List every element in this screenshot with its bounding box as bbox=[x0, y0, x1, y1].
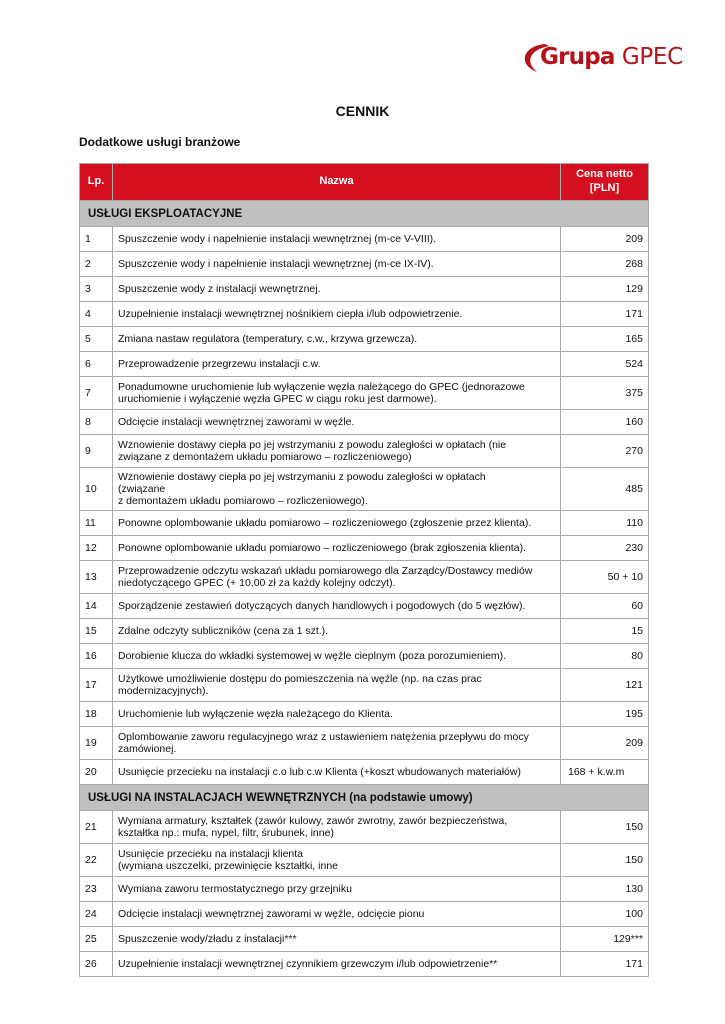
net-price: 160 bbox=[561, 410, 649, 435]
service-name: Oplombowanie zaworu regulacyjnego wraz z ustawieniem natężenia przepływu do mocy zamówionej. bbox=[113, 727, 561, 760]
table-row bbox=[80, 277, 649, 302]
table-row bbox=[80, 844, 649, 877]
service-name: Przeprowadzenie przegrzewu instalacji c.w. bbox=[113, 352, 561, 377]
row-number: 6 bbox=[80, 352, 113, 377]
service-name: Ponowne oplombowanie układu pomiarowo – rozliczeniowego (brak zgłoszenia klienta). bbox=[113, 536, 561, 561]
service-name: Wymiana zaworu termostatycznego przy grzejniku bbox=[113, 877, 561, 902]
table-row bbox=[80, 327, 649, 352]
service-name: Uzupełnienie instalacji wewnętrznej nośnikiem ciepła i/lub odpowietrzenie. bbox=[113, 302, 561, 327]
table-row bbox=[80, 594, 649, 619]
table-row bbox=[80, 435, 649, 468]
row-number: 14 bbox=[80, 594, 113, 619]
logo-text-light: GPEC bbox=[621, 44, 683, 70]
row-number: 21 bbox=[80, 811, 113, 844]
row-number: 19 bbox=[80, 727, 113, 760]
table-row bbox=[80, 302, 649, 327]
net-price: 171 bbox=[561, 952, 649, 977]
row-number: 5 bbox=[80, 327, 113, 352]
row-number: 8 bbox=[80, 410, 113, 435]
row-number: 25 bbox=[80, 927, 113, 952]
service-name: Wznowienie dostawy ciepła po jej wstrzymaniu z powodu zaległości w opłatach (związane z demontażem układu pomiarowo – rozliczeniowego). bbox=[113, 468, 561, 511]
table-row bbox=[80, 702, 649, 727]
service-name: Wymiana armatury, kształtek (zawór kulowy, zawór zwrotny, zawór bezpieczeństwa, kształtka np.: mufa, nypel, filtr, śrubunek, inne) bbox=[113, 811, 561, 844]
net-price: 129*** bbox=[561, 927, 649, 952]
net-price: 171 bbox=[561, 302, 649, 327]
service-name: Odcięcie instalacji wewnętrznej zaworami w węźle, odcięcie pionu bbox=[113, 902, 561, 927]
section-title: USŁUGI EKSPLOATACYJNE bbox=[80, 201, 649, 227]
net-price: 100 bbox=[561, 902, 649, 927]
row-number: 9 bbox=[80, 435, 113, 468]
table-row bbox=[80, 410, 649, 435]
net-price: 150 bbox=[561, 811, 649, 844]
row-number: 4 bbox=[80, 302, 113, 327]
table-row bbox=[80, 511, 649, 536]
row-number: 18 bbox=[80, 702, 113, 727]
service-name: Usunięcie przecieku na instalacji c.o lub c.w Klienta (+koszt wbudowanych materiałów) bbox=[113, 760, 561, 785]
net-price: 195 bbox=[561, 702, 649, 727]
logo-text bbox=[540, 44, 683, 70]
net-price: 150 bbox=[561, 844, 649, 877]
price-table bbox=[79, 163, 649, 977]
row-number: 15 bbox=[80, 619, 113, 644]
net-price: 121 bbox=[561, 669, 649, 702]
service-name: Przeprowadzenie odczytu wskazań układu pomiarowego dla Zarządcy/Dostawcy mediów niedotyczącego GPEC (+ 10,00 zł za każdy kolejny odczyt). bbox=[113, 561, 561, 594]
net-price: 50 + 10 bbox=[561, 561, 649, 594]
row-number: 23 bbox=[80, 877, 113, 902]
table-row bbox=[80, 644, 649, 669]
service-name: Usunięcie przecieku na instalacji klienta (wymiana uszczelki, przewinięcie kształtki, inne bbox=[113, 844, 561, 877]
section-header-row bbox=[80, 201, 649, 227]
page-title: CENNIK bbox=[335, 103, 390, 119]
net-price: 230 bbox=[561, 536, 649, 561]
net-price: 209 bbox=[561, 727, 649, 760]
net-price: 268 bbox=[561, 252, 649, 277]
service-name: Ponadumowne uruchomienie lub wyłączenie węzła należącego do GPEC (jednorazowe uruchomienie i wyłączenie węzła GPEC w ciągu roku jest darmowe). bbox=[113, 377, 561, 410]
column-header-name: Nazwa bbox=[113, 164, 561, 201]
row-number: 13 bbox=[80, 561, 113, 594]
section-header-row bbox=[80, 785, 649, 811]
section-title: USŁUGI NA INSTALACJACH WEWNĘTRZNYCH (na podstawie umowy) bbox=[80, 785, 649, 811]
table-header-row bbox=[80, 164, 649, 201]
row-number: 16 bbox=[80, 644, 113, 669]
row-number: 1 bbox=[80, 227, 113, 252]
table-row bbox=[80, 902, 649, 927]
table-row bbox=[80, 352, 649, 377]
table-row bbox=[80, 952, 649, 977]
table-row bbox=[80, 811, 649, 844]
row-number: 22 bbox=[80, 844, 113, 877]
row-number: 26 bbox=[80, 952, 113, 977]
service-name: Dorobienie klucza do wkładki systemowej w węźle cieplnym (poza porozumieniem). bbox=[113, 644, 561, 669]
net-price: 270 bbox=[561, 435, 649, 468]
net-price: 168 + k.w.m bbox=[561, 760, 649, 785]
page-subtitle: Dodatkowe usługi branżowe bbox=[79, 135, 241, 149]
service-name: Zdalne odczyty sublicznikόw (cena za 1 szt.). bbox=[113, 619, 561, 644]
service-name: Uruchomienie lub wyłączenie węzła należącego do Klienta. bbox=[113, 702, 561, 727]
net-price: 129 bbox=[561, 277, 649, 302]
table-body bbox=[80, 201, 649, 977]
service-name: Spuszczenie wody i napełnienie instalacji wewnętrznej (m-ce V-VIII). bbox=[113, 227, 561, 252]
service-name: Zmiana nastaw regulatora (temperatury, c.w., krzywa grzewcza). bbox=[113, 327, 561, 352]
service-name: Użytkowe umożliwienie dostępu do pomieszczenia na węźle (np. na czas prac modernizacyjnych). bbox=[113, 669, 561, 702]
net-price: 165 bbox=[561, 327, 649, 352]
table-row bbox=[80, 927, 649, 952]
table-row bbox=[80, 227, 649, 252]
net-price: 485 bbox=[561, 468, 649, 511]
net-price: 60 bbox=[561, 594, 649, 619]
row-number: 2 bbox=[80, 252, 113, 277]
column-header-price: Cena netto [PLN] bbox=[561, 164, 649, 201]
net-price: 15 bbox=[561, 619, 649, 644]
table-row bbox=[80, 760, 649, 785]
table-row bbox=[80, 669, 649, 702]
table-row bbox=[80, 468, 649, 511]
table-row bbox=[80, 377, 649, 410]
table-row bbox=[80, 536, 649, 561]
row-number: 3 bbox=[80, 277, 113, 302]
table-row bbox=[80, 877, 649, 902]
table-row bbox=[80, 727, 649, 760]
net-price: 209 bbox=[561, 227, 649, 252]
net-price: 375 bbox=[561, 377, 649, 410]
service-name: Uzupełnienie instalacji wewnętrznej czynnikiem grzewczym i/lub odpowietrzenie** bbox=[113, 952, 561, 977]
row-number: 12 bbox=[80, 536, 113, 561]
net-price: 80 bbox=[561, 644, 649, 669]
row-number: 11 bbox=[80, 511, 113, 536]
row-number: 20 bbox=[80, 760, 113, 785]
row-number: 17 bbox=[80, 669, 113, 702]
service-name: Spuszczenie wody z instalacji wewnętrznej. bbox=[113, 277, 561, 302]
company-logo bbox=[515, 38, 683, 78]
table-row bbox=[80, 561, 649, 594]
row-number: 24 bbox=[80, 902, 113, 927]
table-row bbox=[80, 252, 649, 277]
row-number: 7 bbox=[80, 377, 113, 410]
service-name: Spuszczenie wody/zładu z instalacji*** bbox=[113, 927, 561, 952]
service-name: Odcięcie instalacji wewnętrznej zaworami w węźle. bbox=[113, 410, 561, 435]
service-name: Ponowne oplombowanie układu pomiarowo – rozliczeniowego (zgłoszenie przez klienta). bbox=[113, 511, 561, 536]
net-price: 130 bbox=[561, 877, 649, 902]
column-header-lp: Lp. bbox=[80, 164, 113, 201]
net-price: 524 bbox=[561, 352, 649, 377]
service-name: Spuszczenie wody i napełnienie instalacji wewnętrznej (m-ce IX-IV). bbox=[113, 252, 561, 277]
table-row bbox=[80, 619, 649, 644]
net-price: 110 bbox=[561, 511, 649, 536]
service-name: Sporządzenie zestawień dotyczących danych handlowych i pogodowych (do 5 węzłów). bbox=[113, 594, 561, 619]
row-number: 10 bbox=[80, 468, 113, 511]
logo-text-bold: Grupa bbox=[540, 44, 615, 70]
service-name: Wznowienie dostawy ciepła po jej wstrzymaniu z powodu zaległości w opłatach (nie związane z demontażem układu pomiarowo – rozliczeniowego) bbox=[113, 435, 561, 468]
